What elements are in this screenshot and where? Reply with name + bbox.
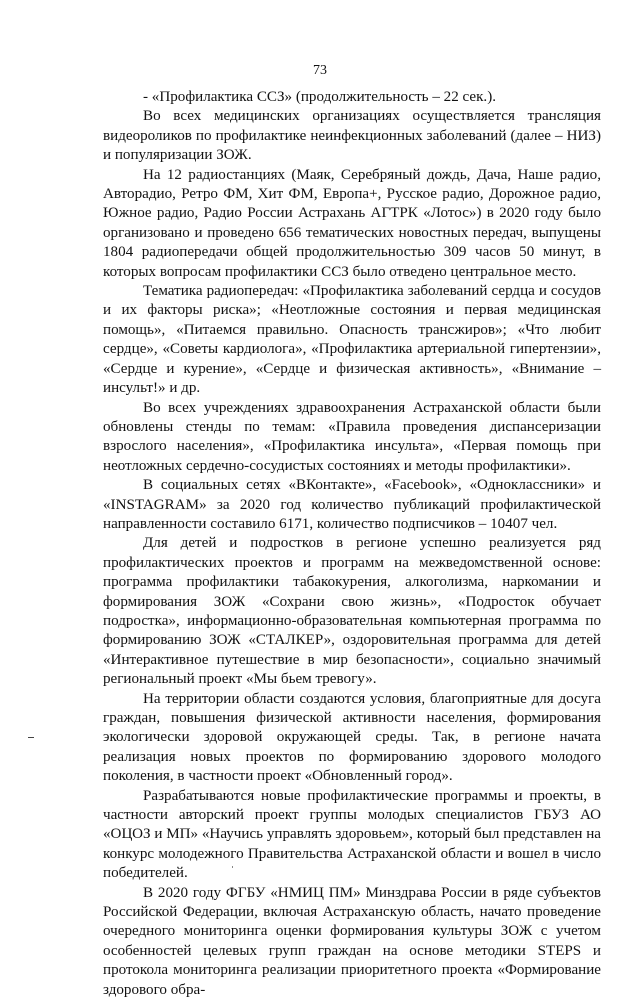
paragraph-8: На территории области создаются условия, благоприятные для досуга граждан, повышения физической активности населения, формирования экологически здоровой окружающей среды. Так, в регионе начата реализация новых проектов по формированию здорового молодого поколения, в частности проект «Обновленный город». [103, 690, 601, 785]
scan-artifact [232, 866, 233, 868]
document-body [103, 88, 601, 1000]
paragraph-4: Тематика радиопередач: «Профилактика заболеваний сердца и сосудов и их факторы риска»; «Неотложные состояния и первая медицинская помощь», «Питаемся правильно. Опасность трансжиров»; «Что любит сердце», «Советы кардиолога», «Профилактика артериальной гипертензии», «Сердце и курение», «Сердце и физическая активность», «Внимание – инсульт!» и др. [103, 283, 601, 397]
paragraph-2: Во всех медицинских организациях осуществляется трансляция видеороликов по профилактике неинфекционных заболеваний (далее – НИЗ) и популяризации ЗОЖ. [103, 108, 601, 164]
page-number: 73 [313, 63, 327, 78]
paragraph-7: Для детей и подростков в регионе успешно реализуется ряд профилактических проектов и программ на межведомственной основе: программа профилактики табакокурения, алкоголизма, наркомании и формирования ЗОЖ «Сохрани свою жизнь», «Подросток обучает подростка», информационно-образовательная компьютерная программа по формированию ЗОЖ «СТАЛКЕР», оздоровительная программа для детей «Интерактивное путешествие в мир безопасности», социально значимый региональный проект «Мы бьем тревогу». [103, 535, 601, 688]
paragraph-6: В социальных сетях «ВКонтакте», «Facebook», «Одноклассники» и «INSTAGRAM» за 2020 год количество публикаций профилактической направленности составило 6171, количество подписчиков – 10407 чел. [103, 477, 601, 532]
margin-mark [28, 737, 34, 738]
paragraph-9: Разрабатываются новые профилактические программы и проекты, в частности авторский проект группы молодых специалистов ГБУЗ АО «ОЦОЗ и МП» «Научись управлять здоровьем», который был представлен на конкурс молодежного Правительства Астраханской области и вошел в число победителей. [103, 787, 602, 882]
paragraph-1: - «Профилактика ССЗ» (продолжительность – 22 сек.). [143, 89, 497, 105]
paragraph-5: Во всех учреждениях здравоохранения Астраханской области были обновлены стенды по темам: «Правила проведения диспансеризации взрослого населения», «Профилактика инсульта», «Первая помощь при неотложных сердечно-сосудистых состояниях и методы профилактики». [103, 399, 601, 474]
paragraph-10: В 2020 году ФГБУ «НМИЦ ПМ» Минздрава России в ряде субъектов Российской Федерации, включая Астраханскую область, начато проведение очередного мониторинга оценки формирования культуры ЗОЖ с учетом особенностей целевых групп граждан на основе методики STEPS и протокола мониторинга реализации приоритетного проекта «Формирование здорового обра- [103, 884, 601, 998]
paragraph-3: На 12 радиостанциях (Маяк, Серебряный дождь, Дача, Наше радио, Авторадио, Ретро ФМ, Хит ФМ, Европа+, Русское радио, Дорожное радио, Южное радио, Радио России Астрахань АГТРК «Лотос») в 2020 году было организовано и проведено 656 тематических новостных передач, выпущены 1804 радиопередачи общей продолжительностью 309 часов 50 минут, в которых вопросам профилактики ССЗ было отведено центральное место. [103, 166, 601, 280]
